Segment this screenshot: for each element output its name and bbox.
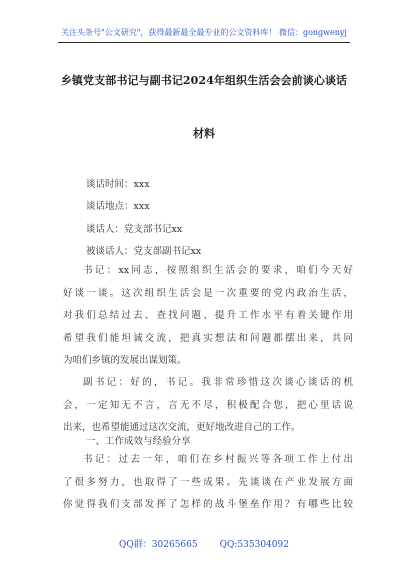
- paragraph-line: 了很多努力，也取得了一些成果。先谈谈在产业发展方面: [63, 476, 353, 488]
- section-heading: 一、工作成效与经验分享: [86, 436, 191, 447]
- footer-contact: [0, 537, 408, 550]
- paragraph-line: 书记：过去一年，咱们在乡村振兴等各项工作上付出: [83, 454, 353, 465]
- document-title-continued: 材料: [193, 127, 215, 140]
- paragraph-line: 好谈一谈。这次组织生活会是一次重要的党内政治生活，: [63, 287, 353, 299]
- meta-time: 谈话时间：xxx: [86, 179, 150, 190]
- paragraph-line: 你觉得我们支部发挥了怎样的战斗堡垒作用？有哪些比较: [63, 499, 353, 511]
- paragraph-1: [63, 260, 353, 373]
- meta-listener: 被谈话人：党支部副书记xx: [86, 246, 202, 257]
- paragraph-line: 会，一定知无不言，言无不尽，积极配合您，把心里话说: [63, 399, 353, 411]
- paragraph-line: 副书记：好的，书记。我非常珍惜这次谈心谈话的机: [83, 377, 353, 388]
- meta-speaker: 谈话人：党支部书记xx: [86, 224, 183, 235]
- meta-place: 谈话地点：xxx: [86, 201, 150, 212]
- paragraph-line: 出来，也希望能通过这次交流，更好地改进自己的工作。: [63, 422, 301, 434]
- header-banner: 关注头条号"公文研究"，获得最新最全最专业的公文资料库！ 微信：gongwenyj: [61, 28, 347, 37]
- header-divider: [58, 42, 350, 43]
- document-title: 乡镇党支部书记与副书记2024年组织生活会会前谈心谈话: [60, 74, 348, 87]
- paragraph-3: [63, 449, 353, 517]
- paragraph-2: [63, 372, 353, 440]
- paragraph-line: 为咱们乡镇的发展出谋划策。: [63, 355, 187, 367]
- paragraph-line: 对我们总结过去、查找问题、提升工作水平有着关键作用: [63, 310, 353, 322]
- paragraph-line: 希望我们能坦诚交流，把真实想法和问题都摆出来，共同: [63, 332, 353, 344]
- footer-qq-group: QQ群：30265665: [119, 540, 198, 550]
- paragraph-line: 书记：xx同志，按照组织生活会的要求，咱们今天好: [83, 265, 353, 276]
- footer-qq-number: QQ:535304092: [219, 540, 289, 550]
